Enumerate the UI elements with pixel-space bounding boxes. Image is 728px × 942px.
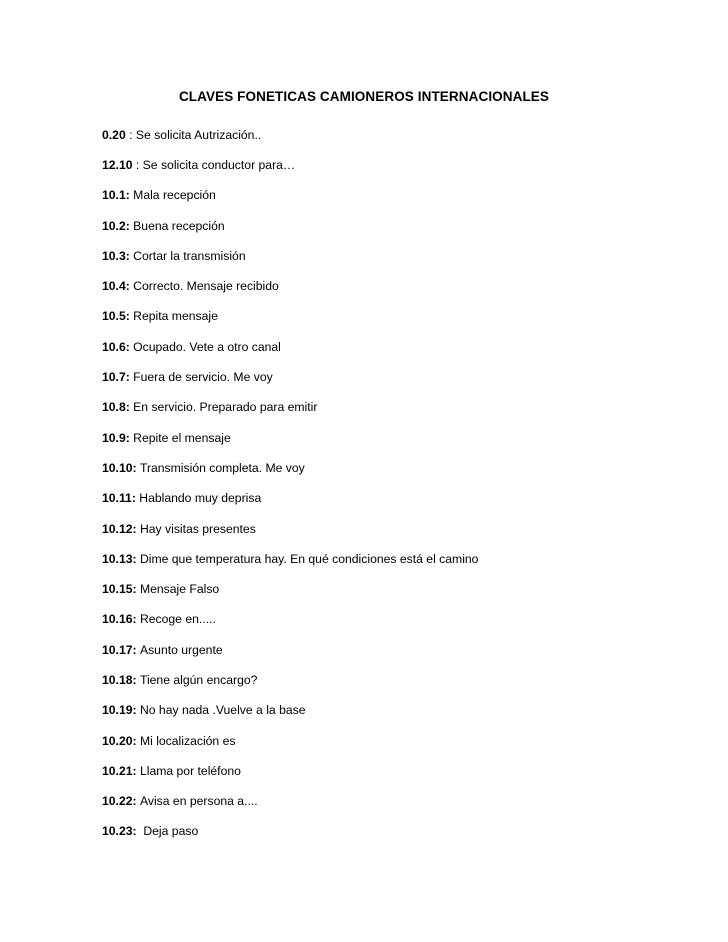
- code-meaning: Repita mensaje: [133, 309, 218, 324]
- code-meaning: Fuera de servicio. Me voy: [133, 370, 273, 385]
- code-entry: [102, 120, 702, 150]
- code-meaning: Repite el mensaje: [133, 430, 231, 445]
- code-label: 10.2:: [102, 218, 130, 233]
- code-label: 10.20:: [102, 733, 137, 748]
- code-meaning: Cortar la transmisión: [133, 248, 246, 263]
- code-label: 10.15:: [102, 582, 137, 597]
- code-meaning: Se solicita conductor para…: [142, 157, 296, 172]
- code-label: 10.9:: [102, 430, 130, 445]
- code-label: 10.5:: [102, 309, 130, 324]
- code-label: 10.12:: [102, 521, 137, 536]
- code-separator: [137, 824, 144, 839]
- code-entry: [102, 817, 702, 847]
- code-meaning: Mala recepción: [133, 188, 216, 203]
- code-entry: [102, 726, 702, 756]
- code-meaning: Avisa en persona a....: [139, 794, 258, 809]
- code-label: 10.21:: [102, 763, 137, 778]
- code-meaning: Se solicita Autrización..: [135, 127, 262, 142]
- code-entry: [102, 696, 702, 726]
- code-label: 10.16:: [102, 612, 137, 627]
- code-meaning: En servicio. Preparado para emitir: [133, 400, 318, 415]
- code-label: 10.22:: [102, 794, 137, 809]
- document-title-text: CLAVES FONETICAS CAMIONEROS INTERNACIONALES: [178, 89, 550, 104]
- code-entry: [102, 484, 702, 514]
- code-meaning: No hay nada .Vuelve a la base: [139, 703, 306, 718]
- code-meaning: Dime que temperatura hay. En qué condiciones está el camino: [139, 551, 479, 566]
- code-entry: [102, 181, 702, 211]
- code-entry: [102, 211, 702, 241]
- code-entry: [102, 756, 702, 786]
- code-label: 10.13:: [102, 551, 137, 566]
- code-separator: :: [132, 157, 143, 172]
- code-meaning: Deja paso: [143, 824, 199, 839]
- code-meaning: Tiene algún encargo?: [139, 672, 258, 687]
- code-entry: [102, 302, 702, 332]
- code-meaning: Ocupado. Vete a otro canal: [133, 339, 281, 354]
- code-label: 10.10:: [102, 460, 137, 475]
- code-meaning: Mi localización es: [139, 733, 236, 748]
- code-entry: [102, 544, 702, 574]
- code-meaning: Llama por teléfono: [139, 763, 241, 778]
- code-label: 10.4:: [102, 279, 130, 294]
- code-entry: [102, 635, 702, 665]
- code-label: 10.19:: [102, 703, 137, 718]
- code-label: 10.1:: [102, 188, 130, 203]
- code-label: 10.23:: [102, 824, 137, 839]
- code-label: 10.3:: [102, 248, 130, 263]
- code-label: 10.17:: [102, 642, 137, 657]
- code-meaning: Transmisión completa. Me voy: [139, 460, 305, 475]
- code-list: [102, 120, 702, 847]
- code-entry: [102, 393, 702, 423]
- code-meaning: Correcto. Mensaje recibido: [133, 279, 279, 294]
- code-label: 10.6:: [102, 339, 130, 354]
- code-entry: [102, 150, 702, 180]
- code-label: 10.18:: [102, 672, 137, 687]
- code-entry: [102, 241, 702, 271]
- code-entry: [102, 514, 702, 544]
- code-entry: [102, 362, 702, 392]
- code-entry: [102, 605, 702, 635]
- code-meaning: Recoge en.....: [139, 612, 216, 627]
- code-entry: [102, 453, 702, 483]
- code-entry: [102, 665, 702, 695]
- code-entry: [102, 574, 702, 604]
- code-entry: [102, 423, 702, 453]
- code-label: 10.11:: [102, 491, 136, 506]
- document-title: [0, 88, 728, 106]
- code-meaning: Hablando muy deprisa: [139, 491, 262, 506]
- code-separator: :: [125, 127, 136, 142]
- code-label: 10.8:: [102, 400, 130, 415]
- code-entry: [102, 271, 702, 301]
- code-meaning: Asunto urgente: [139, 642, 223, 657]
- code-label: 0.20: [102, 127, 126, 142]
- code-entry: [102, 332, 702, 362]
- code-entry: [102, 787, 702, 817]
- code-label: 10.7:: [102, 370, 130, 385]
- code-meaning: Mensaje Falso: [139, 582, 220, 597]
- code-label: 12.10: [102, 157, 133, 172]
- code-meaning: Hay visitas presentes: [139, 521, 256, 536]
- code-meaning: Buena recepción: [133, 218, 225, 233]
